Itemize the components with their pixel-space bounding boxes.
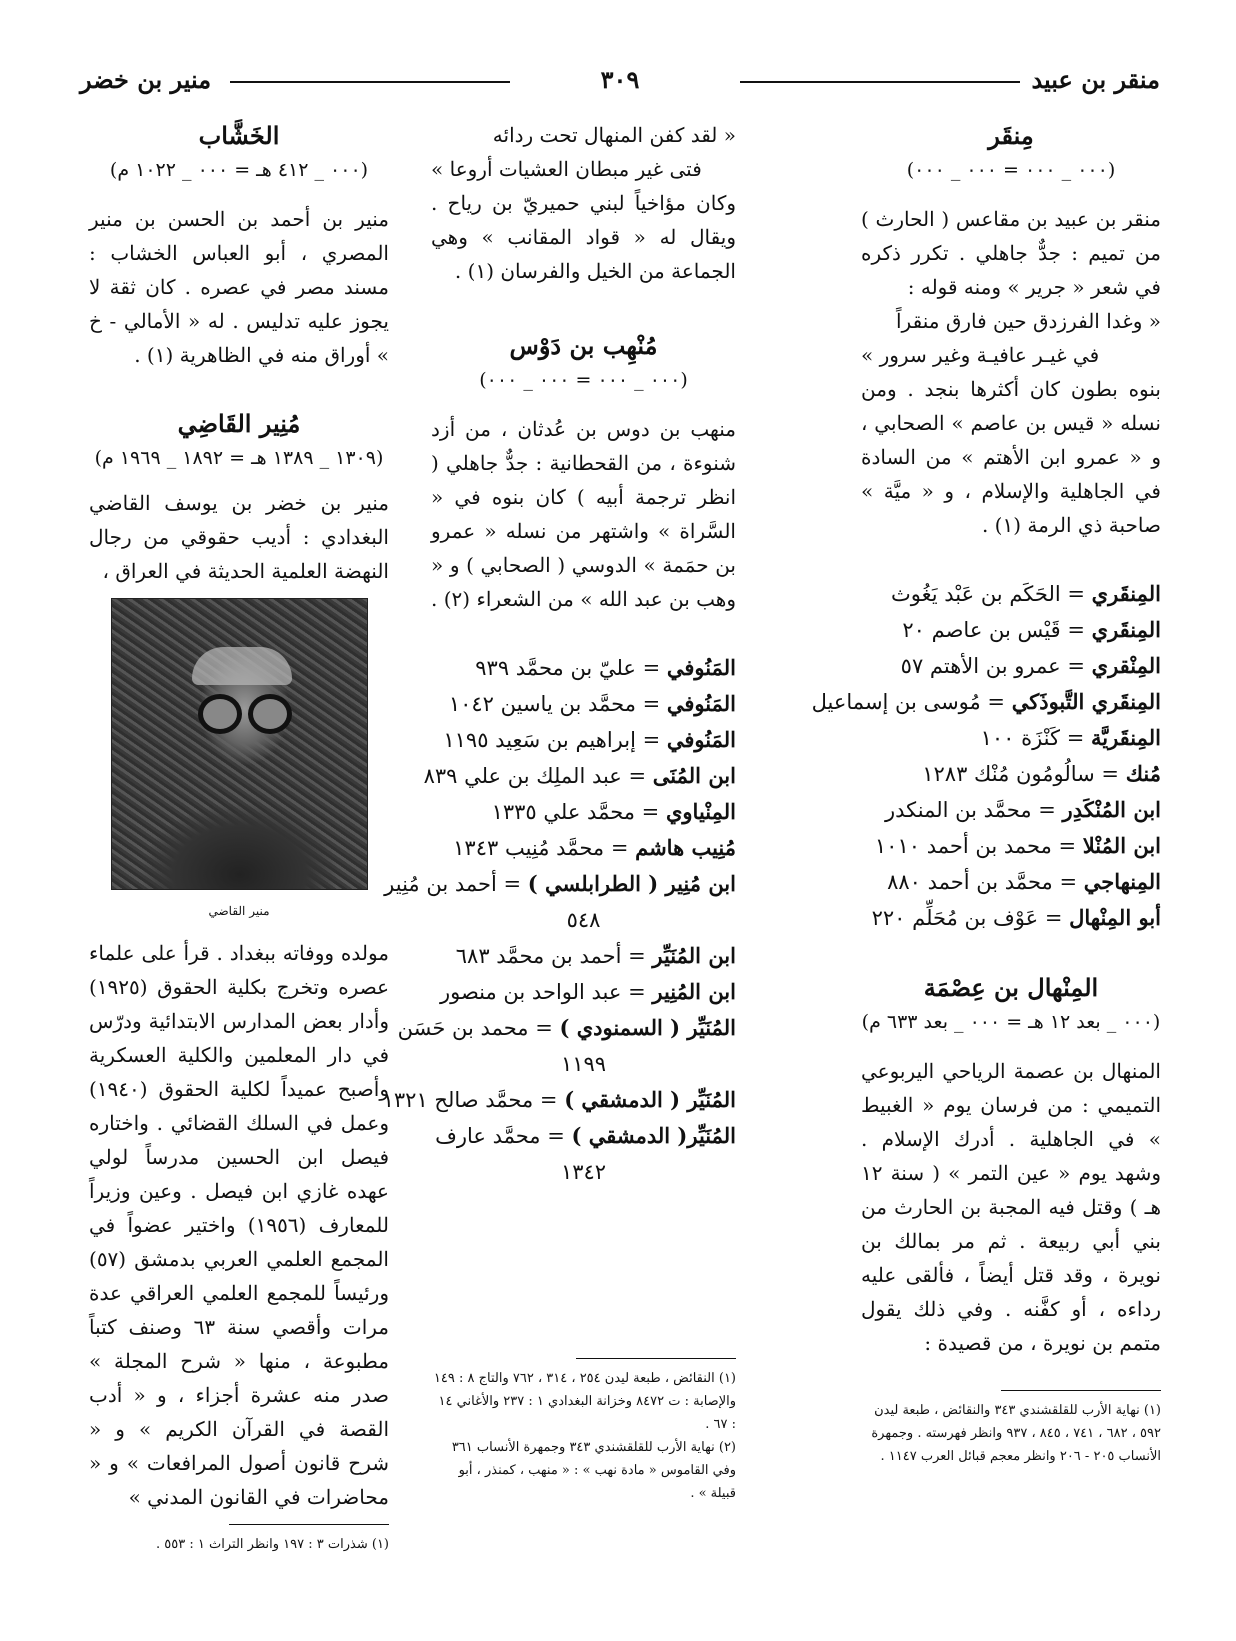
entry-title: المِنْهال بن عِصْمَة (923, 973, 1099, 1002)
index-item: ابن المُنَى = عبد الملِك بن علي ٨٣٩ (423, 763, 736, 788)
footnote-rule (229, 1524, 389, 1525)
index-list (382, 650, 736, 1190)
photo-caption: منير القاضي (208, 904, 270, 918)
footnote-rule (576, 1358, 736, 1359)
running-header (80, 60, 1160, 100)
entry-title: مُنْهِب بن دَوْس (509, 331, 658, 360)
index-item: ١٣٤٢ (560, 1160, 607, 1184)
entry-text: منهب بن دوس بن عُدثان ، من أزد شنوءة ، من القحطانية : جدٌّ جاهلي ( انظر ترجمة أبيه ) كان بنوه في « السَّراة » واشتهر من نسله « عمرو بن حمَمة » الدوسي ( الصحابي ) و « وهب بن عبد الله » من الشعراء (٢) . (431, 417, 736, 611)
header-right-title: منقر بن عبيد (1031, 65, 1160, 94)
header-rule-left (230, 81, 510, 83)
entry-dates: (٠٠٠ _ بعد ١٢ هـ = ٠٠٠ _ بعد ٦٣٣ م) (861, 1011, 1161, 1033)
index-item: ابن المُنَيِّر = أحمد بن محمَّد ٦٨٣ (455, 943, 736, 968)
index-item: أبو المِنْهال = عَوْف بن مُحَلِّم ٢٢٠ (871, 905, 1161, 930)
index-item: المَنُوفي = محمَّد بن ياسين ١٠٤٢ (448, 691, 736, 716)
entry-dates: (٠٠٠ _ ٠٠٠ = ٠٠٠ _ ٠٠٠) (906, 159, 1116, 181)
portrait-photo (111, 598, 368, 890)
footnote-rule (1001, 1390, 1161, 1391)
index-item: مُنك = سالُومُون مُنْك ١٢٨٣ (922, 761, 1161, 786)
column-right (811, 118, 1161, 1468)
verse-line: فتى غير مبطان العشيات أروعا » (431, 157, 702, 181)
entry-dates: (١٣٠٩ _ ١٣٨٩ هـ = ١٨٩٢ _ ١٩٦٩ م) (94, 447, 384, 469)
page-number: ٣٠٩ (600, 65, 640, 94)
index-item: المِنقَري = الحَكَم بن عَبْد يَغُوث (890, 581, 1161, 606)
index-list (811, 576, 1161, 936)
entry-text: منقر بن عبيد بن مقاعس ( الحارث ) من تميم : جدٌّ جاهلي . تكرر ذكره في شعر « جرير » ومنه قوله : (861, 207, 1161, 299)
entry-text: منير بن أحمد بن الحسن بن منير المصري ، أبو العباس الخشاب : مسند مصر في عصره . كان ثقة لا يجوز عليه تدليس . له « الأمالي - خ » أوراق منه في الظاهرية (١) . (89, 207, 389, 367)
entry-dates: (٠٠٠ _ ٠٠٠ = ٠٠٠ _ ٠٠٠) (479, 369, 688, 391)
entry-title: مُنِير القَاضِي (177, 409, 301, 438)
index-item: المُنَيِّر ( الدمشقي ) = محمَّد صالح ١٣٢١ (382, 1087, 736, 1112)
footnotes (431, 1358, 736, 1505)
index-item: المِنْياوي = محمَّد علي ١٣٣٥ (491, 799, 736, 824)
column-left (89, 118, 389, 1556)
index-item: المِنْقري = عمرو بن الأهتم ٥٧ (900, 653, 1161, 678)
entry-text: المنهال بن عصمة الرياحي اليربوعي التميمي : من فرسان يوم « الغبيط » في الجاهلية . أدرك الإسلام . وشهد يوم « عين التمر » ( سنة ١٢ هـ ) وقتل فيه المجبة بن الحارث من بني أبي ربيعة . ثم مر بمالك بن نويرة ، وقد قتل أيضاً ، فألقى عليه رداءه ، أو كفَّنه . وفي ذلك يقول متمم بن نويرة ، من قصيدة : (861, 1059, 1161, 1355)
entry-title: الخَشَّاب (198, 121, 280, 150)
verse-line: « لقد كفن المنهال تحت ردائه (492, 123, 736, 147)
index-item: ابن المُنْكَدِر = محمَّد بن المنكدر (884, 797, 1161, 822)
index-item: المَنُوفي = عليّ بن محمَّد ٩٣٩ (475, 655, 736, 680)
entry-text: وكان مؤاخياً لبني حميريّ بن رياح . ويقال له « قواد المقانب » وهي الجماعة من الخيل والفرسان (١) . (431, 191, 736, 283)
index-item: المِنقَري التَّبوذَكي = مُوسى بن إسماعيل (811, 689, 1161, 714)
verse-line: في غيـر عافيـة وغير سرور » (861, 343, 1100, 367)
footnote: (١) النقائض ، طبعة ليدن ٢٥٤ ، ٣١٤ ، ٧٦٢ والتاج ٨ : ١٤٩ والإصابة : ت ٨٤٧٢ وخزانة البغدادي ١ : ٢٣٧ والأغاني ١٤ : ٦٧ . (433, 1371, 736, 1432)
entry-text: بنوه بطون كان أكثرها بنجد . ومن نسله « قيس بن عاصم » الصحابي ، و « عمرو ابن الأهتم » من السادة في الجاهلية والإسلام ، و « ميَّة » صاحبة ذي الرمة (١) . (861, 377, 1161, 537)
glasses-lens (198, 694, 242, 734)
index-item: ابن المُنِير = عبد الواحد بن منصور (439, 979, 736, 1004)
index-item: المُنَيِّر ( السمنودي ) = محمد بن حَسَن (397, 1015, 736, 1040)
column-middle (382, 118, 736, 1501)
index-item: المِنهاجي = محمَّد بن أحمد ٨٨٠ (887, 869, 1161, 894)
entry-title: مِنقَر (988, 121, 1034, 150)
header-left-title: منير بن خضر (80, 65, 212, 94)
index-item: ابن المُنْلا = محمد بن أحمد ١٠١٠ (874, 833, 1161, 858)
entry-text: مولده ووفاته ببغداد . قرأ على علماء عصره وتخرج بكلية الحقوق (١٩٢٥) وأدار بعض المدارس الابتدائية ودرّس في دار المعلمين والكلية العسكرية وأصبح عميداً لكلية الحقوق (١٩٤٠) وعمل في السلك القضائي . واختاره فيصل ابن الحسين مدرساً لولي عهده غازي ابن فيصل . وعين وزيراً للمعارف (١٩٥٦) واختير عضواً في المجمع العلمي العربي بدمشق (٥٧) ورئيساً للمجمع العلمي العراقي عدة مرات وأقصي سنة ٦٣ وصنف كتباً مطبوعة ، منها « شرح المجلة » صدر منه عشرة أجزاء ، و « أدب القصة في القرآن الكريم » و « شرح قانون أصول المرافعات » و « محاضرات في القانون المدني » (89, 941, 389, 1509)
index-item: ابن مُنِير ( الطرابلسي ) = أحمد بن مُنِير (384, 871, 736, 896)
entry-dates: (٠٠٠ _ ٤١٢ هـ = ٠٠٠ _ ١٠٢٢ م) (109, 159, 369, 181)
index-item: ١١٩٩ (560, 1052, 607, 1076)
glasses-lens (248, 694, 292, 734)
index-item: ٥٤٨ (566, 908, 601, 932)
index-item: المُنَيِّر( الدمشقي ) = محمَّد عارف (435, 1123, 736, 1148)
index-item: المِنقَري = قَيْس بن عاصم ٢٠ (902, 617, 1161, 642)
verse-line: « وغدا الفرزدق حين فارق منقراً (896, 309, 1161, 333)
header-rule-right (740, 81, 1020, 83)
entry-text: منير بن خضر بن يوسف القاضي البغدادي : أديب حقوقي من رجال النهضة العلمية الحديثة في العراق ، (89, 491, 389, 583)
index-item: المَنُوفي = إبراهيم بن سَعِيد ١١٩٥ (443, 727, 736, 752)
footnote: (١) شذرات ٣ : ١٩٧ وانظر التراث ١ : ٥٥٣ . (156, 1537, 389, 1552)
footnote: (٢) نهاية الأرب للقلقشندي ٣٤٣ وجمهرة الأنساب ٣٦١ وفي القاموس « مادة نهب » : « منهب ، كمنذر ، أبو قبيلة » . (451, 1440, 736, 1501)
index-item: المِنقَريَّة = كَنْزَة ١٠٠ (980, 725, 1161, 750)
index-item: مُنِيب هاشم = محمَّد مُنِيب ١٣٤٣ (453, 835, 736, 860)
footnote: (١) نهاية الأرب للقلقشندي ٣٤٣ والنقائض ، طبعة ليدن ٥٩٢ ، ٦٨٢ ، ٧٤١ ، ٨٤٥ ، ٩٣٧ وانظر فهرسته . وجمهرة الأنساب ٢٠٥ - ٢٠٦ وانظر معجم قبائل العرب ١١٤٧ . (871, 1403, 1161, 1464)
